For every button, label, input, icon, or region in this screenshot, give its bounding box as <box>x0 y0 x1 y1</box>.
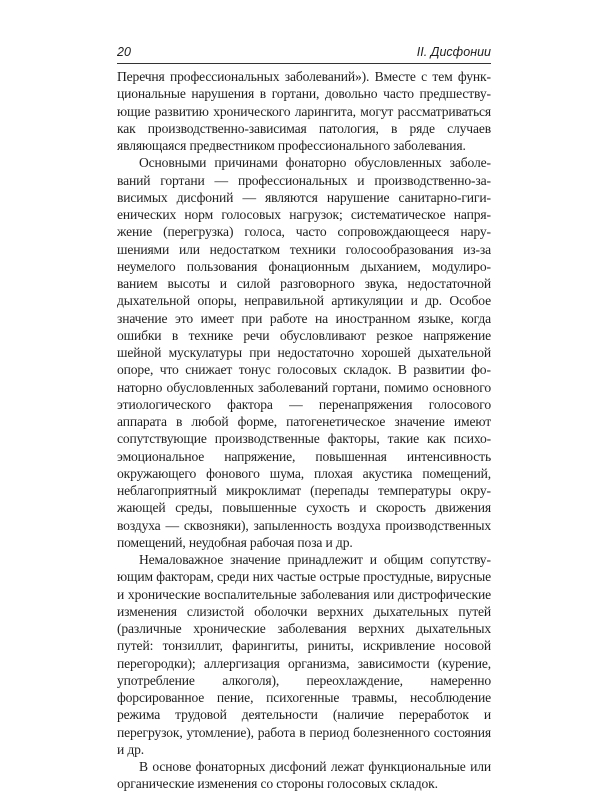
chapter-title: II. Дисфонии <box>416 45 491 59</box>
running-head <box>117 42 491 62</box>
header-rule <box>117 63 491 64</box>
body-text <box>117 68 491 793</box>
paragraph-continuation: Перечня профессиональных заболеваний»). Вместе с тем функциональные нарушения в гортани, довольно часто предшествующие развитию хронического ларингита, могут рассматриваться как производственно-зависимая патология, в ряде случаев являющаяся предвестником профессионального заболевания. <box>117 69 491 153</box>
paragraph-concomitant-factors: Немаловажное значение принадлежит и общим сопутствующим факторам, среди них частые острые простудные, вирусные и хронические воспалительные заболевания или дистрофические изменения слизистой оболочки верхних дыхательных путей (различные хронические заболевания верхних дыхательных путей: тонзиллит, фарингиты, риниты, искривление носовой перегородки); аллергизация организма, зависимости (курение, употребление алкоголя), переохлаждение, намеренно форсированное пение, психогенные травмы, несоблюдение режима трудовой деятельности (наличие переработок и перегрузок, утомление), работа в период болезненного состояния и др. <box>117 552 491 757</box>
paragraph-causes: Основными причинами фонаторно обусловленных заболеваний гортани — профессиональных и производственно-зависимых дисфоний — являются нарушение санитарно-гигиенических норм голосовых нагрузок; систематическое напряжение (перегрузка) голоса, часто сопровождающееся нарушениями или недостатком техники голосообразования из-за неумелого пользования фонационным дыханием, модулированием высоты и силой разговорного звука, недостаточной дыхательной опоры, неправильной артикуляции и др. Особое значение это имеет при работе на иностранном языке, когда ошибки в технике речи обусловливают резкое напряжение шейной мускулатуры при недостаточно хорошей дыхательной опоре, что снижает тонус голосовых складок. В развитии фонаторно обусловленных заболеваний гортани, помимо основного этиологического фактора — перенапряжения голосового аппарата в любой форме, патогенетическое значение имеют сопутствующие производственные факторы, такие как психо-эмоциональное напряжение, повышенная интенсивность окружающего фонового шума, плохая акустика помещений, неблагоприятный микроклимат (перепады температуры окружающей среды, повышенные сухость и скорость движения воздуха — сквозняки), запыленность воздуха производственных помещений, неудобная рабочая поза и др. <box>117 155 491 550</box>
paragraph-basis: В основе фонаторных дисфоний лежат функциональные или органические изменения со стороны голосовых складок. <box>117 759 491 792</box>
page-number: 20 <box>117 45 131 59</box>
